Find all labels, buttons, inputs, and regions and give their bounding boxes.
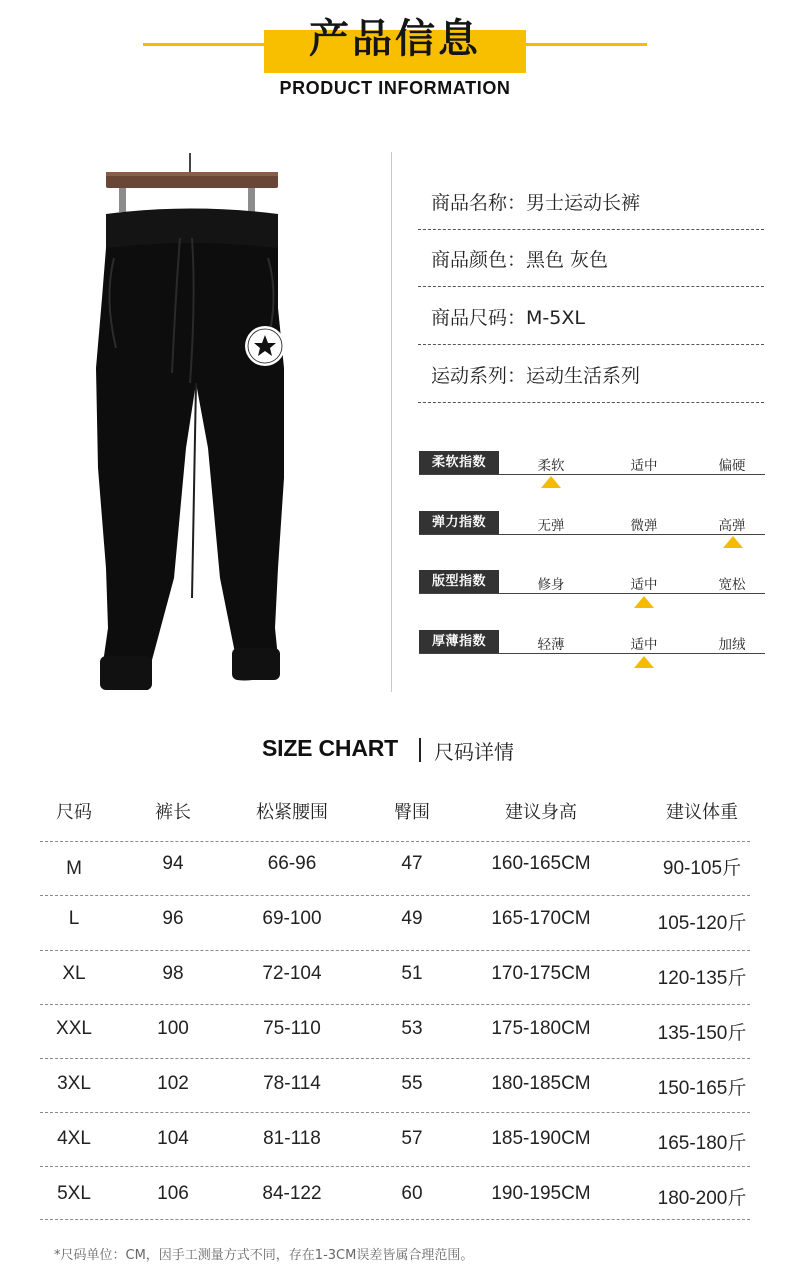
info-label: 商品颜色： (431, 249, 527, 271)
index-baseline (419, 474, 765, 475)
row-divider (40, 1058, 750, 1059)
info-divider (418, 229, 764, 230)
table-cell: XXL (56, 1018, 92, 1039)
size-chart-title: SIZE CHART (262, 735, 399, 761)
table-cell: 165-170CM (491, 908, 591, 929)
index-label: 弹力指数 (419, 511, 499, 534)
size-chart-title-separator (419, 738, 421, 762)
info-row-size (431, 303, 585, 333)
table-header: 尺码 (56, 802, 92, 823)
table-cell: M (66, 858, 82, 879)
info-label: 商品名称： (431, 192, 527, 214)
index-marker (723, 536, 743, 548)
table-cell: 51 (401, 963, 423, 984)
table-cell: 105-120斤 (657, 913, 747, 934)
table-cell: 72-104 (262, 963, 322, 984)
index-option: 无弹 (537, 518, 565, 534)
page-title: 产品信息 (309, 16, 481, 62)
info-value: 男士运动长裤 (526, 192, 641, 214)
product-image-pants (92, 148, 302, 696)
table-cell: 4XL (57, 1128, 91, 1149)
row-divider (40, 1219, 750, 1220)
index-baseline (419, 593, 765, 594)
table-cell: 106 (157, 1183, 189, 1204)
table-cell: 100 (157, 1018, 189, 1039)
vertical-divider (391, 152, 392, 692)
table-cell: 49 (401, 908, 423, 929)
index-option: 适中 (630, 577, 658, 593)
table-cell: 180-200斤 (657, 1188, 747, 1209)
index-label: 柔软指数 (419, 451, 499, 474)
table-cell: 170-175CM (491, 963, 591, 984)
info-row-series (431, 361, 640, 391)
table-cell: 66-96 (267, 853, 317, 874)
table-cell: 84-122 (262, 1183, 322, 1204)
info-label: 商品尺码： (431, 307, 527, 329)
info-row-color (431, 245, 608, 275)
table-cell: 94 (162, 853, 184, 874)
table-cell: 53 (401, 1018, 423, 1039)
table-cell: 160-165CM (491, 853, 591, 874)
table-cell: 96 (162, 908, 184, 929)
info-value: M-5XL (526, 307, 585, 329)
index-option: 柔软 (537, 458, 565, 474)
table-header: 臀围 (394, 802, 430, 823)
table-header: 建议身高 (505, 802, 577, 823)
info-divider (418, 402, 764, 403)
row-divider (40, 1004, 750, 1005)
table-cell: 47 (401, 853, 423, 874)
info-divider (418, 286, 764, 287)
table-cell: 98 (162, 963, 184, 984)
index-option: 加绒 (718, 637, 746, 653)
table-cell: 57 (401, 1128, 423, 1149)
index-option: 修身 (537, 577, 565, 593)
table-cell: 150-165斤 (657, 1078, 747, 1099)
index-marker (634, 596, 654, 608)
info-value: 运动生活系列 (526, 365, 641, 387)
table-cell: 190-195CM (491, 1183, 591, 1204)
size-note: *尺码单位：CM，因手工测量方式不同，存在1-3CM误差皆属合理范围。 (54, 1248, 474, 1263)
table-cell: 81-118 (263, 1128, 321, 1149)
table-cell: 135-150斤 (657, 1023, 747, 1044)
table-cell: 78-114 (263, 1073, 321, 1094)
table-cell: 120-135斤 (657, 968, 747, 989)
index-option: 适中 (630, 637, 658, 653)
index-label: 厚薄指数 (419, 630, 499, 653)
index-option: 高弹 (718, 518, 746, 534)
index-label: 版型指数 (419, 570, 499, 593)
info-value: 黑色 灰色 (526, 249, 609, 271)
index-option: 轻薄 (537, 637, 565, 653)
index-baseline (419, 653, 765, 654)
info-label: 运动系列： (431, 365, 527, 387)
table-cell: 175-180CM (491, 1018, 591, 1039)
table-cell: 102 (157, 1073, 189, 1094)
table-cell: 60 (401, 1183, 423, 1204)
row-divider (40, 950, 750, 951)
index-option: 适中 (630, 458, 658, 474)
table-cell: 3XL (57, 1073, 91, 1094)
table-cell: 104 (157, 1128, 189, 1149)
table-header: 松紧腰围 (256, 802, 328, 823)
row-divider (40, 841, 750, 842)
table-cell: 55 (401, 1073, 423, 1094)
info-divider (418, 344, 764, 345)
header-right-line (522, 43, 647, 46)
table-cell: 185-190CM (491, 1128, 591, 1149)
table-cell: 69-100 (262, 908, 322, 929)
table-header: 建议体重 (666, 802, 738, 823)
index-option: 偏硬 (718, 458, 746, 474)
table-cell: 75-110 (263, 1018, 321, 1039)
row-divider (40, 895, 750, 896)
table-header: 裤长 (155, 802, 191, 823)
size-chart-title-cn: 尺码详情 (434, 740, 514, 764)
table-cell: L (68, 908, 80, 929)
index-marker (634, 656, 654, 668)
index-option: 宽松 (718, 577, 746, 593)
row-divider (40, 1112, 750, 1113)
table-cell: 165-180斤 (657, 1133, 747, 1154)
table-cell: 90-105斤 (662, 858, 742, 879)
row-divider (40, 1166, 750, 1167)
table-cell: XL (62, 963, 86, 984)
table-cell: 5XL (57, 1183, 91, 1204)
page-subtitle: PRODUCT INFORMATION (279, 78, 511, 98)
index-option: 微弹 (630, 518, 658, 534)
index-marker (541, 476, 561, 488)
header-left-line (143, 43, 267, 46)
index-baseline (419, 534, 765, 535)
info-row-name (431, 188, 640, 218)
table-cell: 180-185CM (491, 1073, 591, 1094)
